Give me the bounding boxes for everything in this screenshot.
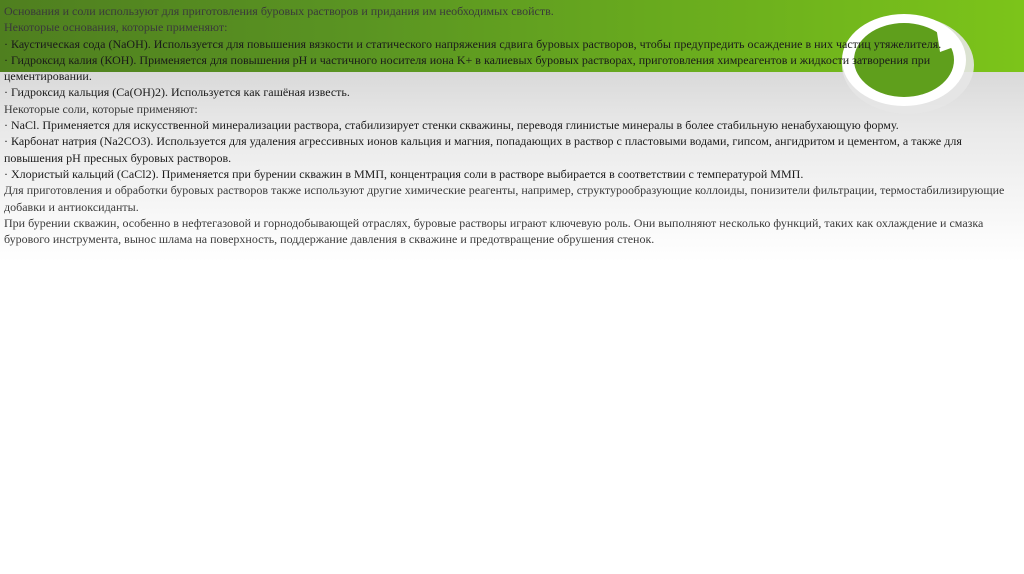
salts-heading: Некоторые соли, которые применяют: [4, 101, 198, 116]
bases-heading: Некоторые основания, которые применяют: [4, 20, 228, 35]
paragraph: При бурении скважин, особенно в нефтегазовой и горнодобывающей отраслях, буровые растворы играют ключевую роль. Они выполняют несколько функций, таких как охлаждение и смазка бурового инструмента, вынос шлама на поверхность, поддержание давления в скважине и предотвращение обрушения стенок. [4, 215, 984, 247]
list-item: · Гидроксид кальция (Ca(OH)2). Используется как гашёная известь. [4, 85, 350, 100]
text-content [4, 3, 1020, 247]
list-item: · NaCl. Применяется для искусственной минерализации раствора, стабилизирует стенки скважины, переводя глинистые минералы в более стабильную ненабухающую форму. [4, 118, 899, 133]
list-item: · Хлористый кальций (CaCl2). Применяется при бурении скважин в ММП, концентрация соли в растворе выбирается в соответствии с температурой ММП. [4, 166, 804, 181]
list-item: · Гидроксид калия (КОН). Применяется для повышения pH и частичного носителя иона K+ в калиевых буровых растворах, приготовления химреагентов и жидкости затворения при цементировании. [4, 52, 931, 84]
paragraph: Для приготовления и обработки буровых растворов также используют другие химические реагенты, например, структурообразующие коллоиды, понизители фильтрации, термостабилизирующие добавки и антиоксиданты. [4, 183, 1005, 214]
list-item: · Каустическая сода (NaOH). Используется для повышения вязкости и статического напряжения сдвига буровых растворов, чтобы предупредить осаждение в них частиц утяжелителя. [4, 36, 942, 51]
list-item: · Карбонат натрия (Na2CO3). Используется для удаления агрессивных ионов кальция и магния, попадающих в раствор с пластовыми водами, гипсом, ангидритом и цементом, а также для повышения pH пресных буровых растворов. [4, 134, 962, 165]
intro-line: Основания и соли используют для приготовления буровых растворов и придания им необходимых свойств. [4, 4, 554, 18]
